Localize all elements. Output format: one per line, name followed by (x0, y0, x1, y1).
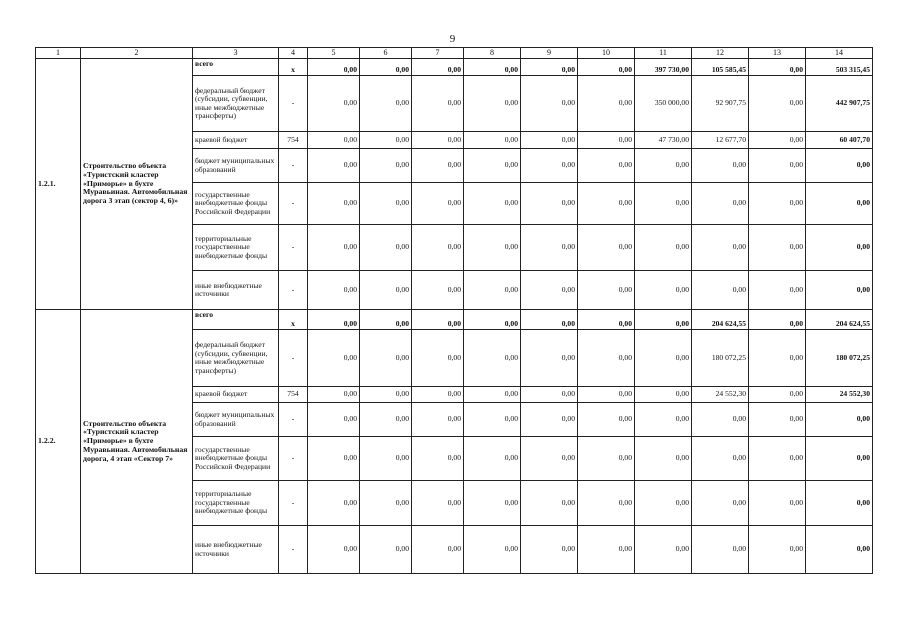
year-value: 0,00 (360, 481, 412, 526)
header-cell: 12 (692, 48, 749, 59)
year-value: 0,00 (464, 387, 521, 403)
year-value: 0,00 (521, 330, 578, 387)
year-value: 0,00 (464, 149, 521, 183)
year-value: 180 072,25 (692, 330, 749, 387)
year-value: 0,00 (308, 183, 360, 225)
funding-source-label: иные внебюджетные источники (193, 526, 279, 574)
year-value: 0,00 (692, 481, 749, 526)
year-value: 0,00 (464, 437, 521, 481)
funding-source-label: всего (193, 59, 279, 76)
funding-source-label: бюджет муниципальных образований (193, 403, 279, 437)
budget-code: - (279, 183, 308, 225)
year-value: 0,00 (521, 481, 578, 526)
funding-source-label: государственные внебюджетные фонды Российской Федерации (193, 183, 279, 225)
year-value: 0,00 (749, 271, 806, 310)
total-value: 503 315,45 (806, 59, 873, 76)
year-value: 0,00 (360, 183, 412, 225)
year-value: 0,00 (308, 76, 360, 132)
year-value: 0,00 (749, 403, 806, 437)
year-value: 0,00 (635, 387, 692, 403)
year-value: 0,00 (692, 271, 749, 310)
year-value: 0,00 (635, 481, 692, 526)
year-value: 0,00 (521, 310, 578, 330)
year-value: 0,00 (412, 149, 464, 183)
year-value: 0,00 (635, 225, 692, 271)
total-value: 442 907,75 (806, 76, 873, 132)
funding-source-label: иные внебюджетные источники (193, 271, 279, 310)
year-value: 0,00 (635, 183, 692, 225)
year-value: 0,00 (578, 526, 635, 574)
year-value: 0,00 (749, 183, 806, 225)
year-value: 0,00 (578, 132, 635, 149)
year-value: 0,00 (360, 225, 412, 271)
budget-code: х (279, 59, 308, 76)
funding-source-label: всего (193, 310, 279, 330)
header-row (36, 48, 873, 59)
header-cell: 14 (806, 48, 873, 59)
section-index: 1.2.1. (36, 59, 81, 310)
year-value: 0,00 (412, 59, 464, 76)
year-value: 0,00 (464, 76, 521, 132)
header-cell: 7 (412, 48, 464, 59)
budget-code: - (279, 330, 308, 387)
year-value: 0,00 (692, 149, 749, 183)
year-value: 0,00 (360, 271, 412, 310)
total-value: 0,00 (806, 403, 873, 437)
year-value: 0,00 (308, 387, 360, 403)
year-value: 0,00 (464, 403, 521, 437)
header-cell: 9 (521, 48, 578, 59)
header-cell: 4 (279, 48, 308, 59)
year-value: 0,00 (521, 403, 578, 437)
year-value: 0,00 (578, 59, 635, 76)
year-value: 0,00 (635, 271, 692, 310)
year-value: 0,00 (412, 437, 464, 481)
year-value: 350 000,00 (635, 76, 692, 132)
year-value: 0,00 (464, 183, 521, 225)
year-value: 0,00 (308, 526, 360, 574)
year-value: 0,00 (412, 481, 464, 526)
year-value: 0,00 (308, 271, 360, 310)
year-value: 0,00 (308, 403, 360, 437)
year-value: 0,00 (749, 481, 806, 526)
year-value: 0,00 (412, 183, 464, 225)
year-value: 0,00 (578, 330, 635, 387)
funding-source-label: территориальные государственные внебюджетные фонды (193, 481, 279, 526)
header-cell: 11 (635, 48, 692, 59)
year-value: 0,00 (578, 387, 635, 403)
year-value: 0,00 (521, 526, 578, 574)
budget-code: - (279, 403, 308, 437)
year-value: 0,00 (635, 149, 692, 183)
year-value: 0,00 (521, 149, 578, 183)
budget-table (35, 47, 873, 574)
year-value: 0,00 (749, 526, 806, 574)
year-value: 0,00 (308, 225, 360, 271)
year-value: 0,00 (749, 76, 806, 132)
section-object-name: Строительство объекта «Туристский кластер «Приморье» в бухте Муравьиная. Автомобильная дорога 3 этап (сектор 4, 6)» (81, 59, 193, 310)
page-number: 9 (449, 33, 456, 45)
total-value: 0,00 (806, 271, 873, 310)
year-value: 0,00 (308, 481, 360, 526)
year-value: 204 624,55 (692, 310, 749, 330)
year-value: 0,00 (635, 526, 692, 574)
budget-code: х (279, 310, 308, 330)
year-value: 0,00 (412, 310, 464, 330)
year-value: 0,00 (412, 387, 464, 403)
year-value: 0,00 (635, 437, 692, 481)
year-value: 0,00 (412, 132, 464, 149)
header-cell: 6 (360, 48, 412, 59)
year-value: 0,00 (578, 183, 635, 225)
year-value: 0,00 (521, 76, 578, 132)
year-value: 24 552,30 (692, 387, 749, 403)
year-value: 0,00 (578, 76, 635, 132)
year-value: 0,00 (412, 330, 464, 387)
year-value: 0,00 (692, 183, 749, 225)
year-value: 397 730,00 (635, 59, 692, 76)
year-value: 0,00 (412, 271, 464, 310)
year-value: 0,00 (308, 149, 360, 183)
budget-code: - (279, 76, 308, 132)
year-value: 0,00 (360, 132, 412, 149)
header-cell: 2 (81, 48, 193, 59)
header-cell: 13 (749, 48, 806, 59)
year-value: 0,00 (692, 526, 749, 574)
year-value: 0,00 (360, 526, 412, 574)
year-value: 0,00 (578, 437, 635, 481)
year-value: 0,00 (635, 330, 692, 387)
year-value: 0,00 (635, 310, 692, 330)
budget-code: - (279, 149, 308, 183)
year-value: 0,00 (749, 437, 806, 481)
year-value: 0,00 (749, 330, 806, 387)
budget-code: - (279, 225, 308, 271)
year-value: 0,00 (692, 437, 749, 481)
budget-code: - (279, 481, 308, 526)
year-value: 0,00 (521, 437, 578, 481)
year-value: 0,00 (578, 310, 635, 330)
year-value: 92 907,75 (692, 76, 749, 132)
budget-code: - (279, 437, 308, 481)
total-value: 180 072,25 (806, 330, 873, 387)
year-value: 0,00 (360, 149, 412, 183)
header-cell: 5 (308, 48, 360, 59)
funding-source-label: территориальные государственные внебюджетные фонды (193, 225, 279, 271)
year-value: 0,00 (308, 59, 360, 76)
budget-code: - (279, 526, 308, 574)
year-value: 0,00 (464, 59, 521, 76)
year-value: 0,00 (464, 271, 521, 310)
total-value: 60 407,70 (806, 132, 873, 149)
year-value: 0,00 (308, 437, 360, 481)
total-value: 0,00 (806, 149, 873, 183)
funding-source-label: краевой бюджет (193, 387, 279, 403)
total-value: 0,00 (806, 481, 873, 526)
year-value: 0,00 (360, 59, 412, 76)
budget-code: - (279, 271, 308, 310)
year-value: 0,00 (360, 387, 412, 403)
year-value: 0,00 (692, 225, 749, 271)
year-value: 0,00 (464, 310, 521, 330)
year-value: 0,00 (464, 330, 521, 387)
funding-source-label: краевой бюджет (193, 132, 279, 149)
year-value: 47 730,00 (635, 132, 692, 149)
year-value: 0,00 (464, 481, 521, 526)
year-value: 0,00 (360, 403, 412, 437)
year-value: 0,00 (521, 183, 578, 225)
section-object-name: Строительство объекта «Туристский кластер «Приморье» в бухте Муравьиная. Автомобильная дорога, 4 этап «Сектор 7» (81, 310, 193, 574)
year-value: 0,00 (412, 76, 464, 132)
year-value: 0,00 (578, 225, 635, 271)
year-value: 0,00 (360, 310, 412, 330)
header-cell: 8 (464, 48, 521, 59)
section-index: 1.2.2. (36, 310, 81, 574)
year-value: 0,00 (360, 76, 412, 132)
table-body (36, 59, 873, 574)
year-value: 0,00 (749, 225, 806, 271)
year-value: 0,00 (308, 330, 360, 387)
total-value: 0,00 (806, 526, 873, 574)
year-value: 0,00 (464, 132, 521, 149)
funding-source-label: государственные внебюджетные фонды Российской Федерации (193, 437, 279, 481)
year-value: 0,00 (578, 149, 635, 183)
header-cell: 1 (36, 48, 81, 59)
year-value: 0,00 (749, 149, 806, 183)
year-value: 0,00 (578, 403, 635, 437)
year-value: 0,00 (521, 225, 578, 271)
year-value: 0,00 (521, 271, 578, 310)
year-value: 0,00 (749, 387, 806, 403)
funding-source-label: бюджет муниципальных образований (193, 149, 279, 183)
year-value: 0,00 (692, 403, 749, 437)
year-value: 0,00 (749, 59, 806, 76)
year-value: 0,00 (464, 526, 521, 574)
year-value: 0,00 (749, 132, 806, 149)
table-row-total (36, 310, 873, 330)
table-row-total (36, 59, 873, 76)
year-value: 0,00 (464, 225, 521, 271)
year-value: 0,00 (308, 310, 360, 330)
year-value: 0,00 (412, 225, 464, 271)
total-value: 0,00 (806, 225, 873, 271)
total-value: 0,00 (806, 437, 873, 481)
year-value: 0,00 (521, 132, 578, 149)
header-cell: 10 (578, 48, 635, 59)
funding-source-label: федеральный бюджет (субсидии, субвенции, иные межбюджетные трансферты) (193, 330, 279, 387)
year-value: 0,00 (521, 59, 578, 76)
year-value: 12 677,70 (692, 132, 749, 149)
budget-code: 754 (279, 387, 308, 403)
total-value: 24 552,30 (806, 387, 873, 403)
total-value: 204 624,55 (806, 310, 873, 330)
year-value: 0,00 (635, 403, 692, 437)
header-cell: 3 (193, 48, 279, 59)
year-value: 0,00 (578, 271, 635, 310)
year-value: 0,00 (749, 310, 806, 330)
year-value: 0,00 (360, 330, 412, 387)
year-value: 0,00 (360, 437, 412, 481)
funding-source-label: федеральный бюджет (субсидии, субвенции, иные межбюджетные трансферты) (193, 76, 279, 132)
year-value: 0,00 (412, 403, 464, 437)
year-value: 0,00 (412, 526, 464, 574)
year-value: 0,00 (521, 387, 578, 403)
year-value: 0,00 (578, 481, 635, 526)
budget-code: 754 (279, 132, 308, 149)
year-value: 105 585,45 (692, 59, 749, 76)
total-value: 0,00 (806, 183, 873, 225)
year-value: 0,00 (308, 132, 360, 149)
